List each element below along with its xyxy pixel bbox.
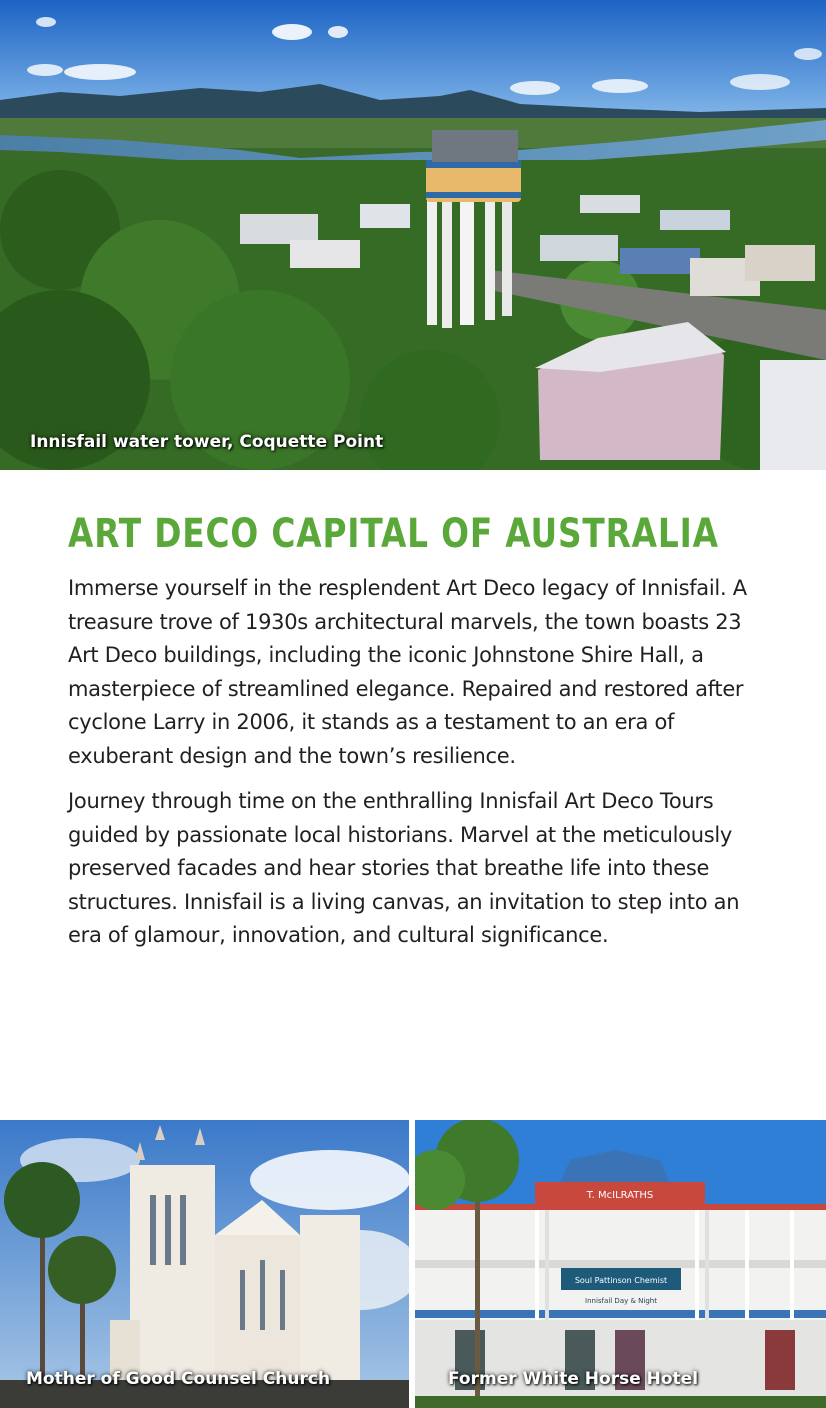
hotel-photo — [415, 1120, 826, 1408]
article — [68, 512, 768, 965]
hours-sign: Innisfail Day & Night — [585, 1297, 657, 1305]
article-paragraph-2: Journey through time on the enthralling Innisfail Art Deco Tours guided by passionate local historians. Marvel at the meticulously preserved facades and hear stories that breathe life into these structures. Innisfail is a living canvas, an invitation to step into an era of glamour, innovation, and cultural significance. — [68, 789, 740, 947]
hotel-caption: Former White Horse Hotel — [448, 1369, 699, 1389]
article-heading: ART DECO CAPITAL OF AUSTRALIA — [68, 511, 719, 557]
hotel-name-sign: T. McILRATHS — [586, 1190, 654, 1201]
aerial-town-photo — [0, 0, 826, 470]
hotel-photo-frame — [415, 1120, 826, 1408]
church-photo — [0, 1120, 409, 1408]
church-caption: Mother of Good Counsel Church — [26, 1369, 331, 1389]
article-paragraph-1: Immerse yourself in the resplendent Art Deco legacy of Innisfail. A treasure trove of 1930s architectural marvels, the town boasts 23 Art Deco buildings, including the iconic Johnstone Shire Hall, a masterpiece of streamlined elegance. Repaired and restored after cyclone Larry in 2006, it stands as a testament to an era of exuberant design and the town’s resilience. — [68, 576, 747, 768]
church-photo-frame — [0, 1120, 409, 1408]
shop-sign: Soul Pattinson Chemist — [574, 1276, 668, 1285]
hero-photo — [0, 0, 826, 470]
hero-caption: Innisfail water tower, Coquette Point — [30, 432, 384, 452]
